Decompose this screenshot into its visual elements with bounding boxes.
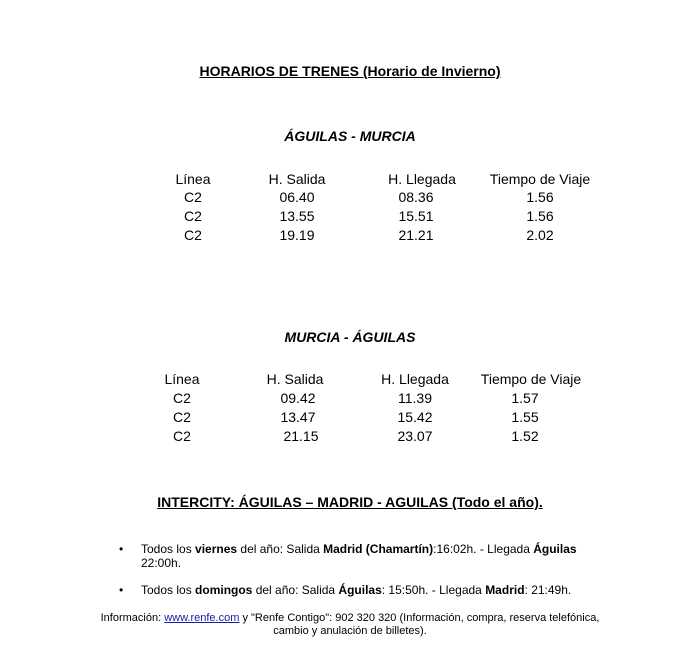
- note-bold-text: domingos: [195, 583, 253, 597]
- cell-tiempo: 1.55: [511, 409, 539, 425]
- note-text: 22:00h.: [141, 556, 182, 570]
- intercity-title: INTERCITY: ÁGUILAS – MADRID - AGUILAS (Todo el año).: [157, 494, 543, 510]
- cell-linea: C2: [173, 428, 191, 444]
- column-header-salida: H. Salida: [266, 371, 324, 387]
- note-bold-text: viernes: [195, 542, 238, 556]
- column-header-tiempo: Tiempo de Viaje: [489, 171, 591, 187]
- footer-prefix: Información:: [100, 612, 165, 624]
- note-bold-text: Madrid: [485, 583, 525, 597]
- cell-linea: C2: [184, 208, 202, 224]
- note-text: :16:02h. - Llegada: [433, 542, 534, 556]
- cell-salida: 19.19: [279, 227, 315, 243]
- cell-tiempo: 2.02: [526, 227, 554, 243]
- note-text: Todos los: [141, 583, 196, 597]
- note-text: del año: Salida: [237, 542, 324, 556]
- cell-salida: 09.42: [280, 390, 316, 406]
- cell-tiempo: 1.52: [511, 428, 539, 444]
- cell-tiempo: 1.57: [511, 390, 539, 406]
- renfe-link[interactable]: www.renfe.com: [164, 612, 240, 624]
- cell-tiempo: 1.56: [526, 208, 554, 224]
- bullet-icon: •: [119, 583, 124, 597]
- footer-line-2: cambio y anulación de billetes).: [273, 625, 427, 637]
- cell-linea: C2: [173, 409, 191, 425]
- intercity-note-viernes: [141, 542, 591, 570]
- note-text: Todos los: [141, 542, 196, 556]
- cell-llegada: 08.36: [398, 189, 434, 205]
- bullet-icon: •: [119, 542, 124, 556]
- cell-llegada: 15.51: [398, 208, 434, 224]
- column-header-linea: Línea: [175, 171, 211, 187]
- cell-llegada: 11.39: [398, 390, 432, 406]
- note-text: : 15:50h. - Llegada: [381, 583, 486, 597]
- footer-rest: y "Renfe Contigo": 902 320 320 (Información, compra, reserva telefónica,: [239, 612, 600, 624]
- cell-linea: C2: [184, 189, 202, 205]
- cell-salida: 21.15: [283, 428, 319, 444]
- cell-salida: 13.55: [279, 208, 315, 224]
- cell-salida: 06.40: [279, 189, 315, 205]
- intercity-note-domingos: [141, 583, 601, 597]
- cell-linea: C2: [184, 227, 202, 243]
- note-text: : 21:49h.: [524, 583, 572, 597]
- note-bold-text: Águilas: [338, 583, 382, 597]
- column-header-tiempo: Tiempo de Viaje: [480, 371, 582, 387]
- cell-salida: 13.47: [280, 409, 316, 425]
- column-header-salida: H. Salida: [268, 171, 326, 187]
- column-header-llegada: H. Llegada: [381, 371, 449, 387]
- cell-llegada: 21.21: [398, 227, 434, 243]
- route-title-aguilas-murcia: ÁGUILAS - MURCIA: [284, 128, 416, 144]
- route-title-murcia-aguilas: MURCIA - ÁGUILAS: [284, 329, 416, 345]
- footer-info: [0, 612, 700, 638]
- cell-tiempo: 1.56: [526, 189, 554, 205]
- column-header-linea: Línea: [164, 371, 200, 387]
- footer-line-1: [0, 612, 700, 625]
- cell-llegada: 23.07: [397, 428, 433, 444]
- cell-linea: C2: [173, 390, 191, 406]
- column-header-llegada: H. Llegada: [388, 171, 456, 187]
- page-title: HORARIOS DE TRENES (Horario de Invierno): [199, 63, 501, 79]
- note-text: del año: Salida: [252, 583, 339, 597]
- note-bold-text: Madrid (Chamartín): [323, 542, 434, 556]
- cell-llegada: 15.42: [397, 409, 433, 425]
- note-bold-text: Águilas: [533, 542, 577, 556]
